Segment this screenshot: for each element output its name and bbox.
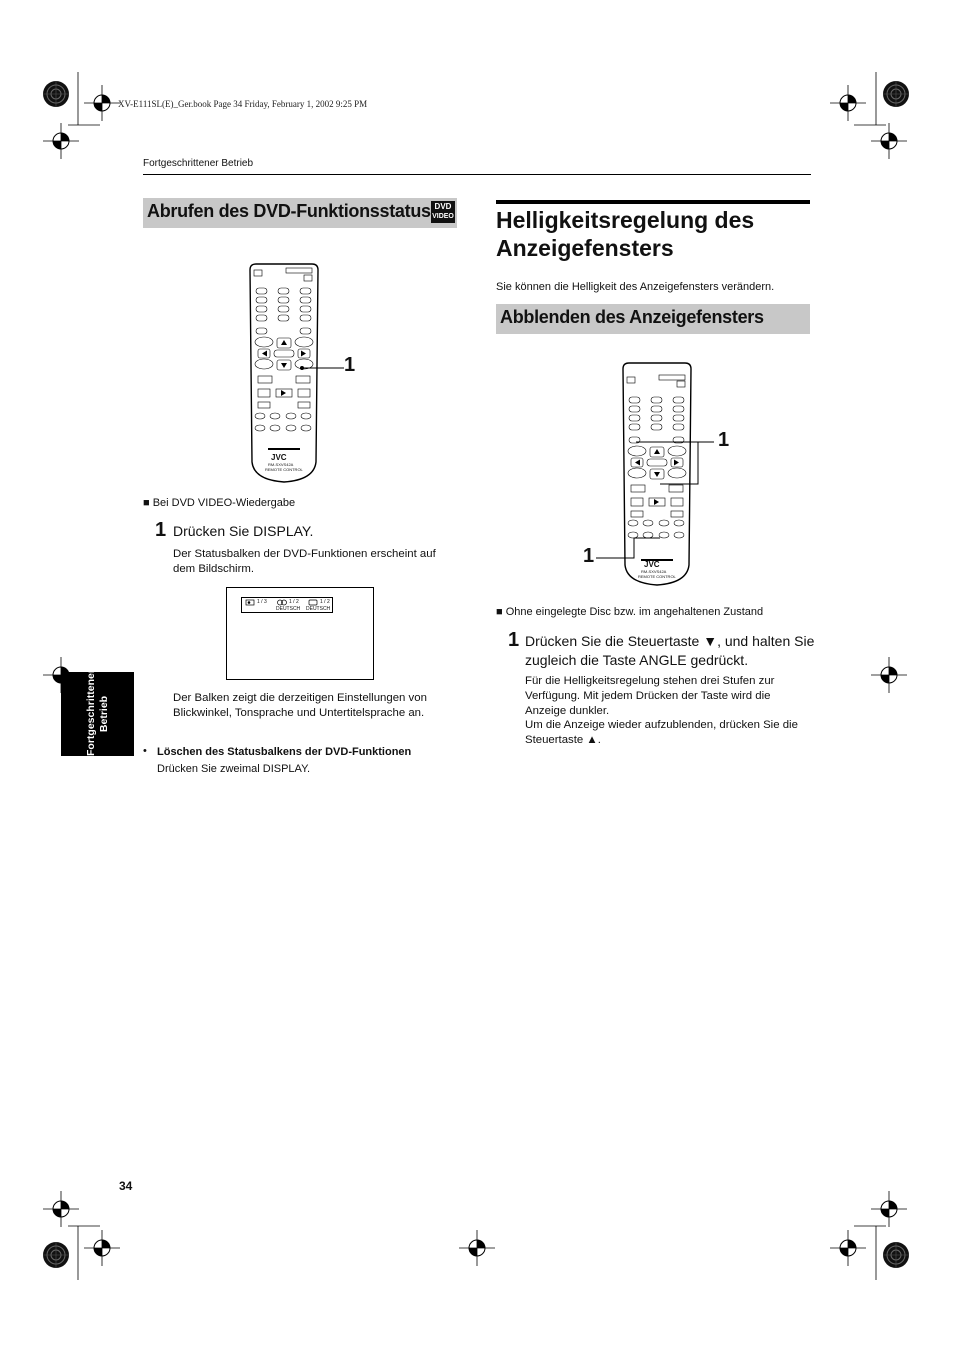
subtitle-value: 1 / 2 [320, 599, 330, 605]
remote-brand-right: JVC [644, 560, 660, 569]
subtitle-icon [308, 599, 318, 606]
audio-value: 1 / 2 [289, 599, 299, 605]
remote-model-left: RM-SXVS42A [268, 462, 294, 467]
remote-label-right: REMOTE CONTROL [638, 574, 676, 579]
condition-note-right: ■ Ohne eingelegte Disc bzw. im angehaltenen Zustand [496, 606, 764, 618]
dvd-video-badge [431, 201, 455, 223]
step-number-right: 1 [508, 629, 520, 651]
callout-lines-right [590, 430, 720, 570]
callout-line-left [300, 358, 348, 378]
step-number-left: 1 [155, 519, 167, 541]
badge-top-text: DVD [434, 202, 452, 211]
title-rule [496, 200, 810, 204]
page-title-brightness: Helligkeitsregelung des Anzeigefensters [496, 207, 755, 261]
bullet-heading: Löschen des Statusbalkens der DVD-Funktionen [157, 746, 412, 758]
subtitle-language: DEUTSCH [306, 606, 331, 612]
bullet-text: Drücken Sie zweimal DISPLAY. [157, 763, 311, 775]
header-rule [143, 174, 811, 175]
side-tab-line2: Betrieb [97, 695, 110, 733]
audio-language: DEUTSCH [276, 606, 301, 612]
step-title-left: Drücken Sie DISPLAY. [173, 523, 314, 539]
side-tab-label [61, 669, 134, 756]
file-header: XV-E111SL(E)_Ger.book Page 34 Friday, February 1, 2002 9:25 PM [118, 99, 368, 109]
section-heading-dvd-status [143, 198, 457, 228]
side-tab-line1: Fortgeschrittener [84, 669, 97, 756]
screen-preview-box [226, 587, 374, 680]
callout-number-left: 1 [344, 354, 356, 376]
explanation-left: Der Balken zeigt die derzeitigen Einstellungen von Blickwinkel, Tonsprache und Untertitelsprache an. [173, 692, 427, 719]
section-heading-text: Abblenden des Anzeigefensters [500, 307, 764, 327]
remote-model-right: RM-SXVS42A [641, 569, 667, 574]
section-heading-text: Abrufen des DVD-Funktionsstatus [147, 201, 431, 221]
step-title-right: Drücken Sie die Steuertaste ▼, und halten Sie zugleich die Taste ANGLE gedrückt. [525, 633, 815, 668]
callout-number-right-top: 1 [718, 429, 730, 451]
dvd-status-bar [241, 597, 333, 613]
step-description-right-1: Für die Helligkeitsregelung stehen drei Stufen zur Verfügung. Mit jedem Drücken der Taste wird die Anzeige dunkler. [525, 675, 775, 717]
audio-icon [277, 599, 287, 606]
running-header: Fortgeschrittener Betrieb [143, 158, 254, 169]
page-number: 34 [119, 1179, 133, 1193]
step-description-left: Der Statusbalken der DVD-Funktionen erscheint auf dem Bildschirm. [173, 548, 436, 575]
bullet-dot: • [143, 745, 147, 757]
badge-bottom-text: VIDEO [432, 213, 454, 220]
step-description-right-2: Um die Anzeige wieder aufzublenden, drücken Sie die Steuertaste ▲. [525, 719, 798, 746]
remote-brand-left: JVC [271, 453, 287, 462]
remote-label-left: REMOTE CONTROL [265, 467, 303, 472]
angle-icon [245, 599, 255, 606]
section-side-tab [61, 669, 134, 756]
condition-note-left: ■ Bei DVD VIDEO-Wiedergabe [143, 497, 296, 509]
intro-text: Sie können die Helligkeit des Anzeigefensters verändern. [496, 281, 775, 293]
callout-number-right-bottom: 1 [583, 545, 595, 567]
angle-value: 1 / 3 [257, 599, 267, 605]
section-heading-dimming [496, 304, 810, 334]
